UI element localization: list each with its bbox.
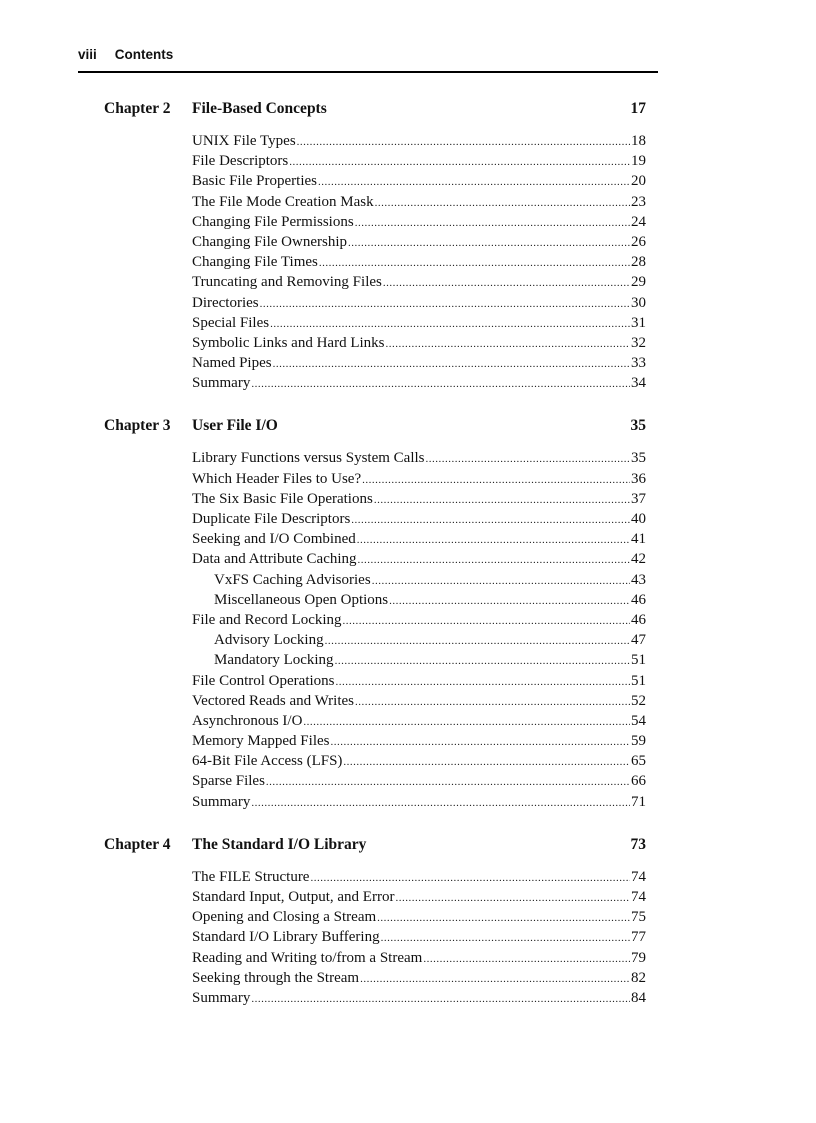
chapter-title: The Standard I/O Library	[192, 835, 367, 853]
entry-page-number: 51	[631, 672, 646, 689]
toc-entry[interactable]	[192, 373, 646, 393]
chapter-page-number: 17	[630, 100, 646, 117]
toc-subentry[interactable]	[214, 650, 646, 670]
entry-page-number: 23	[631, 193, 646, 210]
entry-title: The FILE Structure	[192, 868, 310, 885]
dot-leader	[383, 273, 630, 293]
entry-page-number: 35	[631, 450, 646, 467]
table-of-contents	[0, 100, 816, 1008]
toc-subentry[interactable]	[214, 590, 646, 610]
chapter-heading[interactable]	[0, 417, 816, 441]
dot-leader	[325, 631, 630, 651]
entry-title: Changing File Times	[192, 254, 318, 271]
dot-leader	[303, 712, 630, 732]
entry-page-number: 28	[631, 254, 646, 271]
toc-entry[interactable]	[192, 731, 646, 751]
dot-leader	[357, 530, 630, 550]
entry-page-number: 20	[631, 173, 646, 190]
toc-entry[interactable]	[192, 192, 646, 212]
entry-page-number: 51	[631, 652, 646, 669]
entry-title: Changing File Permissions	[192, 213, 354, 230]
entry-page-number: 29	[631, 274, 646, 291]
entry-page-number: 41	[631, 531, 646, 548]
entry-title: File Control Operations	[192, 672, 335, 689]
chapter-page-number: 73	[630, 835, 646, 853]
dot-leader	[377, 908, 630, 928]
entry-title: Miscellaneous Open Options	[214, 591, 389, 608]
chapter-label: Chapter 2	[104, 100, 171, 117]
toc-entry[interactable]	[192, 610, 646, 630]
entry-page-number: 75	[631, 909, 646, 926]
toc-entry[interactable]	[192, 333, 646, 353]
toc-entry[interactable]	[192, 771, 646, 791]
dot-leader	[372, 571, 630, 591]
chapter-page-number: 35	[630, 417, 646, 435]
toc-entry[interactable]	[192, 232, 646, 252]
entry-title: Truncating and Removing Files	[192, 274, 382, 291]
entry-page-number: 30	[631, 294, 646, 311]
dot-leader	[423, 949, 630, 969]
dot-leader	[289, 152, 630, 172]
dot-leader	[251, 989, 630, 1009]
entry-title: Seeking through the Stream	[192, 969, 360, 986]
page-number: viii	[78, 47, 97, 62]
toc-entry-list	[0, 448, 816, 811]
entry-title: The File Mode Creation Mask	[192, 193, 374, 210]
entry-title: Basic File Properties	[192, 173, 317, 190]
toc-entry[interactable]	[192, 489, 646, 509]
chapter-title: User File I/O	[192, 417, 278, 435]
entry-page-number: 74	[631, 889, 646, 905]
dot-leader	[374, 490, 630, 510]
chapter-spacer	[0, 393, 816, 417]
dot-leader	[297, 132, 630, 152]
chapter-section	[0, 836, 816, 1008]
dot-leader	[385, 334, 630, 354]
toc-entry[interactable]	[192, 691, 646, 711]
chapter-label: Chapter 4	[104, 835, 171, 853]
dot-leader	[310, 868, 630, 888]
entry-title: Summary	[192, 793, 251, 810]
chapter-title: File-Based Concepts	[192, 100, 327, 117]
entry-page-number: 37	[631, 490, 646, 507]
toc-entry[interactable]	[192, 549, 646, 569]
toc-subentry[interactable]	[214, 570, 646, 590]
entry-title: Data and Attribute Caching	[192, 551, 357, 568]
toc-entry[interactable]	[192, 948, 646, 968]
dot-leader	[251, 374, 630, 394]
toc-entry[interactable]	[192, 272, 646, 292]
toc-entry[interactable]	[192, 792, 646, 812]
entry-page-number: 24	[631, 213, 646, 230]
entry-page-number: 19	[631, 153, 646, 170]
chapter-heading[interactable]	[0, 836, 816, 860]
entry-title: Mandatory Locking	[214, 652, 334, 669]
entry-page-number: 40	[631, 511, 646, 527]
toc-entry[interactable]	[192, 509, 646, 529]
entry-page-number: 46	[631, 591, 646, 608]
toc-entry-list	[0, 867, 816, 1008]
dot-leader	[260, 294, 630, 314]
entry-title: Which Header Files to Use?	[192, 470, 362, 487]
entry-title: Duplicate File Descriptors	[192, 511, 351, 527]
entry-page-number: 33	[631, 355, 646, 372]
toc-entry[interactable]	[192, 469, 646, 489]
toc-entry[interactable]	[192, 529, 646, 549]
entry-title: The Six Basic File Operations	[192, 490, 373, 507]
dot-leader	[389, 591, 630, 611]
entry-title: File and Record Locking	[192, 611, 342, 628]
entry-title: Standard Input, Output, and Error	[192, 889, 395, 905]
entry-title: Changing File Ownership	[192, 233, 347, 250]
entry-page-number: 32	[631, 334, 646, 351]
entry-page-number: 66	[631, 773, 646, 790]
toc-entry-list	[0, 131, 816, 393]
dot-leader	[330, 732, 630, 752]
toc-entry[interactable]	[192, 671, 646, 691]
dot-leader	[318, 172, 630, 192]
dot-leader	[343, 611, 630, 631]
entry-title: Seeking and I/O Combined	[192, 531, 356, 548]
entry-title: Sparse Files	[192, 773, 265, 790]
entry-title: Library Functions versus System Calls	[192, 450, 425, 467]
dot-leader	[426, 449, 631, 469]
entry-page-number: 54	[631, 712, 646, 729]
entry-title: Opening and Closing a Stream	[192, 909, 377, 926]
dot-leader	[381, 928, 630, 948]
entry-title: Summary	[192, 375, 251, 392]
entry-page-number: 26	[631, 233, 646, 250]
chapter-heading[interactable]	[0, 100, 816, 124]
dot-leader	[348, 233, 630, 253]
chapter-label: Chapter 3	[104, 417, 171, 435]
entry-page-number: 31	[631, 314, 646, 331]
dot-leader	[395, 888, 630, 908]
entry-page-number: 84	[631, 989, 646, 1006]
dot-leader	[273, 354, 630, 374]
entry-page-number: 46	[631, 611, 646, 628]
entry-title: Reading and Writing to/from a Stream	[192, 949, 423, 966]
entry-title: 64-Bit File Access (LFS)	[192, 753, 343, 770]
toc-entry[interactable]	[192, 968, 646, 988]
dot-leader	[355, 213, 630, 233]
toc-entry[interactable]	[192, 867, 646, 887]
entry-title: Summary	[192, 989, 251, 1006]
entry-title: UNIX File Types	[192, 133, 296, 149]
section-title: Contents	[114, 47, 174, 62]
toc-entry[interactable]	[192, 171, 646, 191]
entry-page-number: 43	[631, 571, 646, 588]
entry-page-number: 59	[631, 733, 646, 750]
toc-entry[interactable]	[192, 927, 646, 947]
toc-entry[interactable]	[192, 313, 646, 333]
entry-page-number: 18	[631, 133, 646, 149]
toc-entry[interactable]	[192, 887, 646, 907]
toc-entry[interactable]	[192, 131, 646, 151]
entry-title: Symbolic Links and Hard Links	[192, 334, 385, 351]
toc-entry[interactable]	[192, 448, 646, 468]
dot-leader	[343, 752, 630, 772]
toc-entry[interactable]	[192, 293, 646, 313]
entry-title: Memory Mapped Files	[192, 733, 330, 750]
toc-entry[interactable]	[192, 212, 646, 232]
entry-page-number: 65	[631, 753, 646, 770]
entry-title: File Descriptors	[192, 153, 289, 170]
entry-page-number: 82	[631, 969, 646, 986]
toc-entry[interactable]	[192, 711, 646, 731]
entry-title: Advisory Locking	[214, 632, 324, 649]
entry-title: Vectored Reads and Writes	[192, 692, 354, 709]
dot-leader	[266, 772, 630, 792]
entry-page-number: 79	[631, 949, 646, 966]
dot-leader	[375, 193, 630, 213]
toc-entry[interactable]	[192, 252, 646, 272]
entry-page-number: 47	[631, 632, 646, 649]
toc-entry[interactable]	[192, 353, 646, 373]
toc-entry[interactable]	[192, 988, 646, 1008]
entry-title: VxFS Caching Advisories	[214, 571, 371, 588]
chapter-spacer	[0, 812, 816, 836]
dot-leader	[335, 651, 630, 671]
dot-leader	[251, 793, 630, 813]
entry-title: Asynchronous I/O	[192, 712, 303, 729]
entry-page-number: 71	[631, 793, 646, 810]
toc-entry[interactable]	[192, 751, 646, 771]
entry-title: Special Files	[192, 314, 270, 331]
entry-title: Directories	[192, 294, 259, 311]
dot-leader	[270, 314, 630, 334]
toc-entry[interactable]	[192, 151, 646, 171]
entry-page-number: 74	[631, 868, 646, 885]
dot-leader	[362, 470, 630, 490]
header-rule	[78, 71, 658, 73]
entry-title: Standard I/O Library Buffering	[192, 929, 380, 946]
entry-page-number: 52	[631, 692, 646, 709]
dot-leader	[351, 510, 630, 530]
chapter-section	[0, 100, 816, 417]
dot-leader	[358, 550, 630, 570]
chapter-section	[0, 417, 816, 835]
dot-leader	[336, 672, 631, 692]
entry-page-number: 34	[631, 375, 646, 392]
toc-subentry[interactable]	[214, 630, 646, 650]
toc-entry[interactable]	[192, 907, 646, 927]
dot-leader	[360, 969, 630, 989]
dot-leader	[355, 692, 630, 712]
dot-leader	[319, 253, 630, 273]
entry-page-number: 42	[631, 551, 646, 568]
entry-page-number: 36	[631, 470, 646, 487]
entry-page-number: 77	[631, 929, 646, 946]
running-head	[78, 47, 173, 62]
entry-title: Named Pipes	[192, 355, 272, 372]
